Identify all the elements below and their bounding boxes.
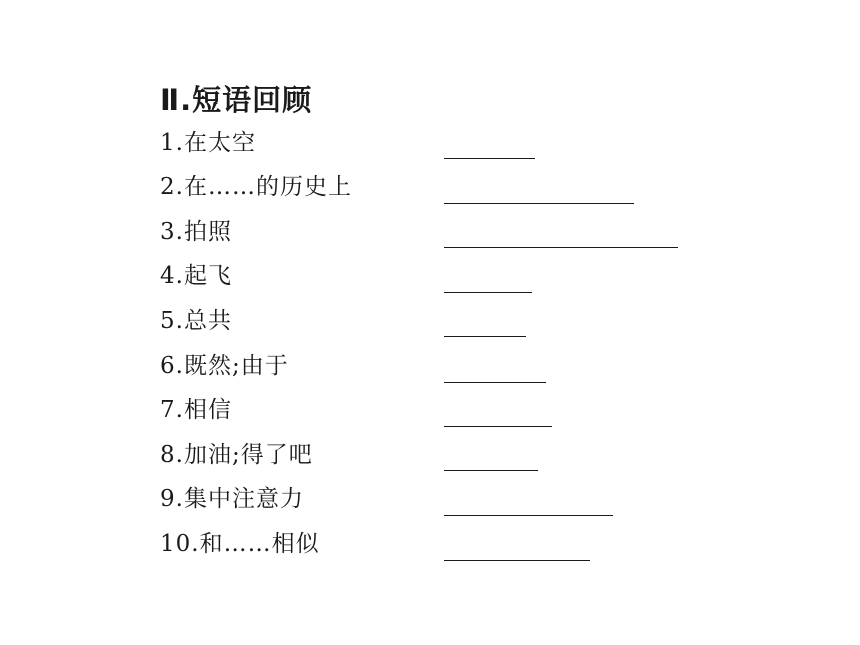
phrase-item-10: 10.和……相似 (160, 531, 320, 557)
answer-blank-7[interactable] (444, 426, 552, 427)
answer-blank-6[interactable] (444, 382, 546, 383)
phrase-item-7: 7.相信 (160, 397, 232, 423)
phrase-item-4: 4.起飞 (160, 263, 232, 289)
answer-blank-4[interactable] (444, 292, 532, 293)
phrase-item-9: 9.集中注意力 (160, 486, 304, 512)
phrase-item-5: 5.总共 (160, 308, 232, 334)
answer-blank-1[interactable] (444, 158, 535, 159)
phrase-item-6: 6.既然;由于 (160, 353, 289, 379)
answer-blank-2[interactable] (444, 203, 634, 204)
answer-blank-5[interactable] (444, 336, 526, 337)
section-heading: Ⅱ.短语回顾 (160, 83, 313, 117)
phrase-item-3: 3.拍照 (160, 219, 232, 245)
answer-blank-10[interactable] (444, 560, 590, 561)
phrase-item-2: 2.在……的历史上 (160, 174, 352, 200)
phrase-item-8: 8.加油;得了吧 (160, 442, 313, 468)
answer-blank-8[interactable] (444, 470, 538, 471)
answer-blank-9[interactable] (444, 515, 613, 516)
answer-blank-3[interactable] (444, 247, 678, 248)
phrase-item-1: 1.在太空 (160, 130, 256, 156)
